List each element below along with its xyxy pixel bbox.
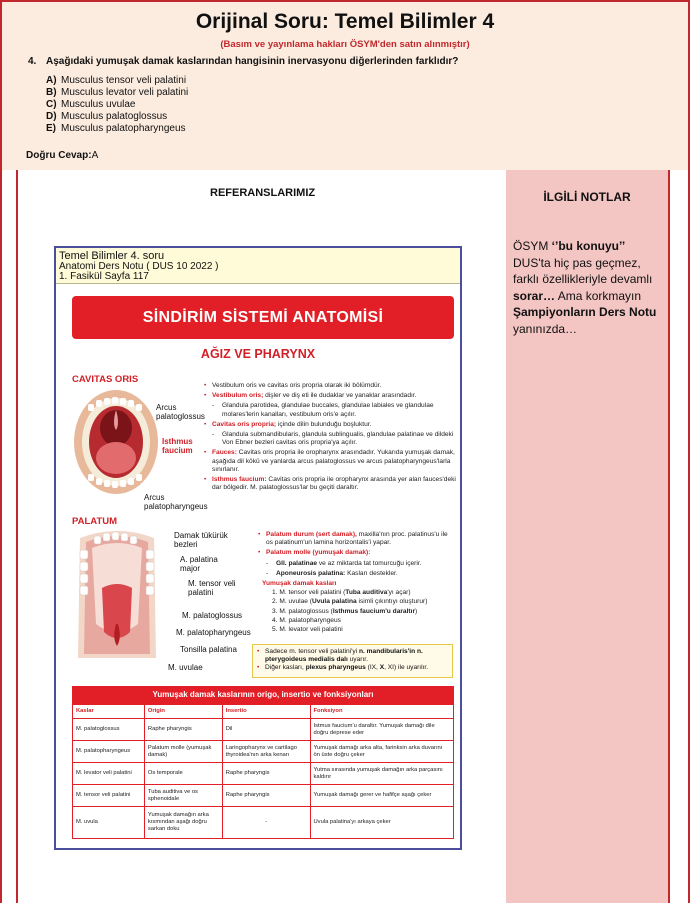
innervation-box: • Sadece m. tensor veli palatini'yi n. mandibularis'in n. pterygoideus medialis dalı uyarır. • Diğer kasları, plexus pharyngeus (IX, X, XI) ile uyarılır. (252, 644, 453, 678)
question-stem (28, 56, 458, 67)
option-e[interactable]: E) Musculus palatopharyngeus (46, 123, 186, 134)
label-m-palatoglossus: M. palatoglossus (182, 611, 243, 620)
oral-cavity-illustration (72, 388, 160, 496)
table-row: M. levator veli palatini Os temporale Raphe pharyngis Yutma sırasında yumuşak damağın arka parçasını kaldırır (73, 763, 454, 785)
page-header: Temel Bilimler 4. soru Anatomi Ders Notu ( DUS 10 2022 ) 1. Fasikül Sayfa 117 (56, 248, 460, 284)
label-a-palatina: A. palatina major (180, 555, 218, 573)
table-title: Yumuşak damak kaslarının origo, insertio ve fonksiyonları (72, 686, 454, 704)
left-border (16, 170, 18, 903)
right-border (668, 170, 670, 903)
table-row: M. tensor veli palatini Tuba auditiva ve os sphenoidale Raphe pharyngis Yumuşak damağı gerer ve hafifçe aşağı çeker (73, 785, 454, 807)
table-header: Origin (144, 705, 222, 719)
notes-column (506, 170, 668, 903)
muscle-table (72, 686, 454, 839)
option-a[interactable]: A) Musculus tensor veli palatini (46, 75, 187, 86)
label-arcus-palatoglossus: Arcus palatoglossus (156, 403, 205, 421)
section-cavitas: CAVITAS ORIS (72, 374, 139, 385)
label-tonsilla: Tonsilla palatina (180, 645, 237, 654)
page-banner: SİNDİRİM SİSTEMİ ANATOMİSİ (72, 296, 454, 339)
notes-title: İLGİLİ NOTLAR (543, 190, 631, 204)
options-list (46, 75, 188, 135)
table-row: M. palatoglossus Raphe pharyngis Dil Istmus faucium'u daraltır. Yumuşak damağı dile doğru deprese eder (73, 719, 454, 741)
table-row: M. uvula Yumuşak damağın arka kısmından aşağı doğru sarkan doku - Uvula palatina'yı arkaya çeker (73, 807, 454, 839)
page-subhead: AĞIZ VE PHARYNX (200, 347, 316, 361)
reference-page (54, 246, 462, 850)
question-area (2, 2, 688, 170)
question-text: Aşağıdaki yumuşak damak kaslarından hangisinin inervasyonu diğerlerinden farklıdır? (46, 56, 459, 67)
option-b[interactable]: B) Musculus levator veli palatini (46, 87, 189, 98)
copyright-note: (Basım ve yayınlama hakları ÖSYM'den satın alınmıştır) (220, 39, 470, 50)
table-header: Kaslar (73, 705, 145, 719)
question-title: Orijinal Soru: Temel Bilimler 4 (195, 10, 495, 33)
notes-text: ÖSYM ‘’bu konuyu’’ DUS'ta hiç pas geçmez, farklı özellikleriyle devamlı sorar… Ama korkmayın Şampiyonların Ders Notu yanınızda… (513, 239, 657, 336)
correct-answer: Doğru Cevap:A (26, 150, 99, 161)
option-c[interactable]: C) Musculus uvulae (46, 99, 136, 110)
label-damak-bezleri: Damak tükürük bezleri (174, 531, 228, 549)
option-d[interactable]: D) Musculus palatoglossus (46, 111, 168, 122)
label-isthmus-faucium: Isthmus faucium (162, 437, 193, 455)
references-title: REFERANSLARIMIZ (210, 187, 316, 199)
table-header: Fonksiyon (310, 705, 454, 719)
question-number: 4. (28, 56, 37, 67)
table-row: M. palatopharyngeus Palatum molle (yumuşak damak) Laringopharynx ve cartilago thyroidea'nın arka kenarı Yumuşak damağı arka alta, farinksin arka duvarını ön üste doğru çeker (73, 741, 454, 763)
palatum-bullets: • Palatum durum (sert damak), maxilla'nın proc. palatinus'u ile os palatinum'un lamina horizontalis'i yapar. • Palatum molle (yumuşak damak): - Gll. palatinae ve az miktarda tat tomurcuğu içerir. - Aponeurosis palatina: Kasları destekler. Yumuşak damak kasları 1. M. tensor veli palatini (Tuba auditiva'yı açar) 2. M. uvulae (Uvula palatina isimli çıkıntıyı oluşturur) 3. M. palatoglossus (Isthmus faucium'u daraltır) 4. M. palatopharyngeus 5. M. levator veli palatini (258, 531, 454, 635)
label-arcus-palatopharyngeus: Arcus palatopharyngeus (144, 493, 208, 511)
label-m-uvulae: M. uvulae (168, 663, 203, 672)
cavitas-bullets: • Vestibulum oris ve cavitas oris propria olarak iki bölümdür. • Vestibulum oris; dişler ve diş eti ile dudaklar ve yanaklar arasındadır. - Glandula parotidea, glandulae buccales, glandulae labiales ve glandulae molares'lerin kanalları, vestibulum oris'e açılır. • Cavitas oris propria; içinde dilin bulunduğu boşluktur. - Glandula submandibularis, glandula sublingualis, glandulae palatinae ve dildeki Von Ebner bezleri cavitas oris propria'ya açılır. • Fauces: Cavitas oris propria ile oropharynx arasındadır. Yukarıda yumuşak damak, aşağıda dil kökü ve yanlarda arcus palatoglossus ve arcus palatopharyngeus'larla sınırlanır. • Isthmus faucium: Cavitas oris propria ile oropharynx arasında yer alan fauces'deki dar bölgedir. M. palatoglossus'lar bu geçiti daraltır. (204, 382, 456, 494)
section-palatum: PALATUM (72, 516, 118, 527)
table-header: Insertio (222, 705, 310, 719)
label-m-palatopharyngeus: M. palatopharyngeus (176, 628, 251, 637)
label-m-tensor: M. tensor veli palatini (188, 579, 236, 597)
palate-illustration (72, 528, 162, 666)
